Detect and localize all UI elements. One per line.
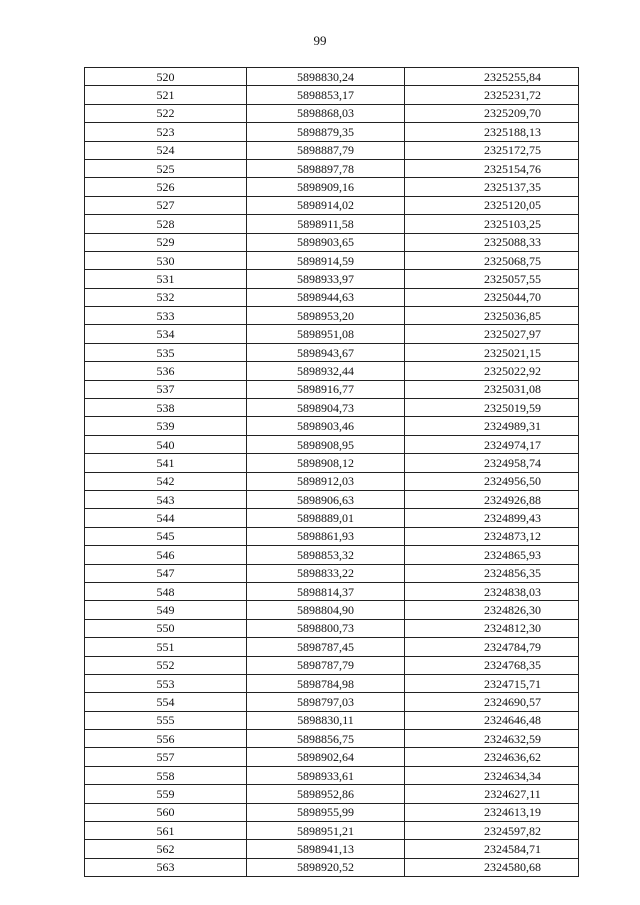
point-number-cell: 530 bbox=[85, 251, 247, 269]
x-coordinate-cell: 5898908,95 bbox=[247, 435, 405, 453]
x-coordinate-cell: 5898914,59 bbox=[247, 251, 405, 269]
table-row bbox=[85, 472, 579, 490]
x-coordinate-cell: 5898906,63 bbox=[247, 490, 405, 508]
point-number-cell: 536 bbox=[85, 362, 247, 380]
point-number-cell: 561 bbox=[85, 822, 247, 840]
x-coordinate-cell: 5898830,24 bbox=[247, 68, 405, 86]
y-coordinate-cell: 2324597,82 bbox=[405, 822, 579, 840]
x-coordinate-cell: 5898953,20 bbox=[247, 307, 405, 325]
table-row bbox=[85, 123, 579, 141]
x-coordinate-cell: 5898784,98 bbox=[247, 674, 405, 692]
table-row bbox=[85, 619, 579, 637]
table-row bbox=[85, 656, 579, 674]
table-row bbox=[85, 68, 579, 86]
x-coordinate-cell: 5898951,08 bbox=[247, 325, 405, 343]
point-number-cell: 557 bbox=[85, 748, 247, 766]
table-row bbox=[85, 325, 579, 343]
x-coordinate-cell: 5898914,02 bbox=[247, 196, 405, 214]
point-number-cell: 547 bbox=[85, 564, 247, 582]
point-number-cell: 524 bbox=[85, 141, 247, 159]
table-row bbox=[85, 803, 579, 821]
table-row bbox=[85, 693, 579, 711]
y-coordinate-cell: 2324865,93 bbox=[405, 546, 579, 564]
y-coordinate-cell: 2325120,05 bbox=[405, 196, 579, 214]
table-row bbox=[85, 509, 579, 527]
y-coordinate-cell: 2324690,57 bbox=[405, 693, 579, 711]
x-coordinate-cell: 5898804,90 bbox=[247, 601, 405, 619]
point-number-cell: 556 bbox=[85, 730, 247, 748]
x-coordinate-cell: 5898902,64 bbox=[247, 748, 405, 766]
x-coordinate-cell: 5898909,16 bbox=[247, 178, 405, 196]
point-number-cell: 525 bbox=[85, 159, 247, 177]
y-coordinate-cell: 2324958,74 bbox=[405, 454, 579, 472]
point-number-cell: 555 bbox=[85, 711, 247, 729]
y-coordinate-cell: 2325022,92 bbox=[405, 362, 579, 380]
y-coordinate-cell: 2324784,79 bbox=[405, 638, 579, 656]
point-number-cell: 552 bbox=[85, 656, 247, 674]
y-coordinate-cell: 2325031,08 bbox=[405, 380, 579, 398]
table-row bbox=[85, 270, 579, 288]
table-row bbox=[85, 527, 579, 545]
point-number-cell: 559 bbox=[85, 785, 247, 803]
y-coordinate-cell: 2324812,30 bbox=[405, 619, 579, 637]
y-coordinate-cell: 2325188,13 bbox=[405, 123, 579, 141]
table-row bbox=[85, 638, 579, 656]
x-coordinate-cell: 5898787,45 bbox=[247, 638, 405, 656]
table-row bbox=[85, 490, 579, 508]
table-row bbox=[85, 564, 579, 582]
point-number-cell: 542 bbox=[85, 472, 247, 490]
table-row bbox=[85, 380, 579, 398]
x-coordinate-cell: 5898787,79 bbox=[247, 656, 405, 674]
table-row bbox=[85, 601, 579, 619]
table-row bbox=[85, 86, 579, 104]
y-coordinate-cell: 2324580,68 bbox=[405, 858, 579, 876]
point-number-cell: 550 bbox=[85, 619, 247, 637]
table-row bbox=[85, 435, 579, 453]
y-coordinate-cell: 2324856,35 bbox=[405, 564, 579, 582]
x-coordinate-cell: 5898861,93 bbox=[247, 527, 405, 545]
table-row bbox=[85, 399, 579, 417]
point-number-cell: 562 bbox=[85, 840, 247, 858]
y-coordinate-cell: 2325057,55 bbox=[405, 270, 579, 288]
y-coordinate-cell: 2325019,59 bbox=[405, 399, 579, 417]
table-row bbox=[85, 546, 579, 564]
x-coordinate-cell: 5898889,01 bbox=[247, 509, 405, 527]
point-number-cell: 541 bbox=[85, 454, 247, 472]
point-number-cell: 534 bbox=[85, 325, 247, 343]
y-coordinate-cell: 2324956,50 bbox=[405, 472, 579, 490]
x-coordinate-cell: 5898932,44 bbox=[247, 362, 405, 380]
y-coordinate-cell: 2324826,30 bbox=[405, 601, 579, 619]
table-row bbox=[85, 233, 579, 251]
coordinates-table-body bbox=[85, 68, 579, 877]
y-coordinate-cell: 2324634,34 bbox=[405, 766, 579, 784]
table-row bbox=[85, 141, 579, 159]
table-row bbox=[85, 307, 579, 325]
table-row bbox=[85, 343, 579, 361]
y-coordinate-cell: 2325103,25 bbox=[405, 215, 579, 233]
point-number-cell: 543 bbox=[85, 490, 247, 508]
x-coordinate-cell: 5898952,86 bbox=[247, 785, 405, 803]
y-coordinate-cell: 2325088,33 bbox=[405, 233, 579, 251]
table-row bbox=[85, 785, 579, 803]
x-coordinate-cell: 5898853,17 bbox=[247, 86, 405, 104]
table-row bbox=[85, 159, 579, 177]
y-coordinate-cell: 2324926,88 bbox=[405, 490, 579, 508]
y-coordinate-cell: 2324873,12 bbox=[405, 527, 579, 545]
point-number-cell: 539 bbox=[85, 417, 247, 435]
y-coordinate-cell: 2324838,03 bbox=[405, 582, 579, 600]
x-coordinate-cell: 5898908,12 bbox=[247, 454, 405, 472]
x-coordinate-cell: 5898944,63 bbox=[247, 288, 405, 306]
y-coordinate-cell: 2324636,62 bbox=[405, 748, 579, 766]
point-number-cell: 537 bbox=[85, 380, 247, 398]
point-number-cell: 545 bbox=[85, 527, 247, 545]
table-row bbox=[85, 822, 579, 840]
point-number-cell: 528 bbox=[85, 215, 247, 233]
y-coordinate-cell: 2324613,19 bbox=[405, 803, 579, 821]
y-coordinate-cell: 2324974,17 bbox=[405, 435, 579, 453]
x-coordinate-cell: 5898833,22 bbox=[247, 564, 405, 582]
point-number-cell: 521 bbox=[85, 86, 247, 104]
y-coordinate-cell: 2324768,35 bbox=[405, 656, 579, 674]
x-coordinate-cell: 5898955,99 bbox=[247, 803, 405, 821]
y-coordinate-cell: 2325137,35 bbox=[405, 178, 579, 196]
x-coordinate-cell: 5898911,58 bbox=[247, 215, 405, 233]
x-coordinate-cell: 5898797,03 bbox=[247, 693, 405, 711]
point-number-cell: 533 bbox=[85, 307, 247, 325]
table-row bbox=[85, 840, 579, 858]
x-coordinate-cell: 5898903,65 bbox=[247, 233, 405, 251]
x-coordinate-cell: 5898916,77 bbox=[247, 380, 405, 398]
x-coordinate-cell: 5898830,11 bbox=[247, 711, 405, 729]
y-coordinate-cell: 2324632,59 bbox=[405, 730, 579, 748]
x-coordinate-cell: 5898856,75 bbox=[247, 730, 405, 748]
y-coordinate-cell: 2325027,97 bbox=[405, 325, 579, 343]
y-coordinate-cell: 2325209,70 bbox=[405, 104, 579, 122]
point-number-cell: 538 bbox=[85, 399, 247, 417]
point-number-cell: 527 bbox=[85, 196, 247, 214]
y-coordinate-cell: 2325172,75 bbox=[405, 141, 579, 159]
y-coordinate-cell: 2324627,11 bbox=[405, 785, 579, 803]
table-row bbox=[85, 730, 579, 748]
table-row bbox=[85, 711, 579, 729]
point-number-cell: 563 bbox=[85, 858, 247, 876]
point-number-cell: 546 bbox=[85, 546, 247, 564]
point-number-cell: 544 bbox=[85, 509, 247, 527]
y-coordinate-cell: 2324646,48 bbox=[405, 711, 579, 729]
point-number-cell: 558 bbox=[85, 766, 247, 784]
table-row bbox=[85, 674, 579, 692]
point-number-cell: 520 bbox=[85, 68, 247, 86]
y-coordinate-cell: 2324989,31 bbox=[405, 417, 579, 435]
point-number-cell: 540 bbox=[85, 435, 247, 453]
y-coordinate-cell: 2325154,76 bbox=[405, 159, 579, 177]
y-coordinate-cell: 2325255,84 bbox=[405, 68, 579, 86]
y-coordinate-cell: 2325231,72 bbox=[405, 86, 579, 104]
y-coordinate-cell: 2324584,71 bbox=[405, 840, 579, 858]
point-number-cell: 553 bbox=[85, 674, 247, 692]
x-coordinate-cell: 5898814,37 bbox=[247, 582, 405, 600]
y-coordinate-cell: 2324715,71 bbox=[405, 674, 579, 692]
x-coordinate-cell: 5898933,61 bbox=[247, 766, 405, 784]
table-row bbox=[85, 104, 579, 122]
y-coordinate-cell: 2324899,43 bbox=[405, 509, 579, 527]
table-row bbox=[85, 417, 579, 435]
table-row bbox=[85, 454, 579, 472]
point-number-cell: 529 bbox=[85, 233, 247, 251]
y-coordinate-cell: 2325068,75 bbox=[405, 251, 579, 269]
x-coordinate-cell: 5898912,03 bbox=[247, 472, 405, 490]
table-row bbox=[85, 251, 579, 269]
table-row bbox=[85, 858, 579, 876]
point-number-cell: 522 bbox=[85, 104, 247, 122]
table-row bbox=[85, 196, 579, 214]
y-coordinate-cell: 2325036,85 bbox=[405, 307, 579, 325]
x-coordinate-cell: 5898933,97 bbox=[247, 270, 405, 288]
x-coordinate-cell: 5898887,79 bbox=[247, 141, 405, 159]
x-coordinate-cell: 5898904,73 bbox=[247, 399, 405, 417]
x-coordinate-cell: 5898903,46 bbox=[247, 417, 405, 435]
page-number: 99 bbox=[313, 33, 327, 48]
point-number-cell: 531 bbox=[85, 270, 247, 288]
point-number-cell: 551 bbox=[85, 638, 247, 656]
table-row bbox=[85, 748, 579, 766]
point-number-cell: 523 bbox=[85, 123, 247, 141]
point-number-cell: 548 bbox=[85, 582, 247, 600]
table-row bbox=[85, 215, 579, 233]
x-coordinate-cell: 5898897,78 bbox=[247, 159, 405, 177]
y-coordinate-cell: 2325044,70 bbox=[405, 288, 579, 306]
x-coordinate-cell: 5898879,35 bbox=[247, 123, 405, 141]
x-coordinate-cell: 5898868,03 bbox=[247, 104, 405, 122]
x-coordinate-cell: 5898853,32 bbox=[247, 546, 405, 564]
point-number-cell: 554 bbox=[85, 693, 247, 711]
table-row bbox=[85, 362, 579, 380]
x-coordinate-cell: 5898951,21 bbox=[247, 822, 405, 840]
y-coordinate-cell: 2325021,15 bbox=[405, 343, 579, 361]
x-coordinate-cell: 5898943,67 bbox=[247, 343, 405, 361]
x-coordinate-cell: 5898800,73 bbox=[247, 619, 405, 637]
x-coordinate-cell: 5898920,52 bbox=[247, 858, 405, 876]
point-number-cell: 532 bbox=[85, 288, 247, 306]
coordinates-table bbox=[84, 67, 579, 877]
table-row bbox=[85, 766, 579, 784]
point-number-cell: 549 bbox=[85, 601, 247, 619]
table-row bbox=[85, 582, 579, 600]
x-coordinate-cell: 5898941,13 bbox=[247, 840, 405, 858]
point-number-cell: 526 bbox=[85, 178, 247, 196]
point-number-cell: 560 bbox=[85, 803, 247, 821]
point-number-cell: 535 bbox=[85, 343, 247, 361]
table-row bbox=[85, 178, 579, 196]
table-row bbox=[85, 288, 579, 306]
